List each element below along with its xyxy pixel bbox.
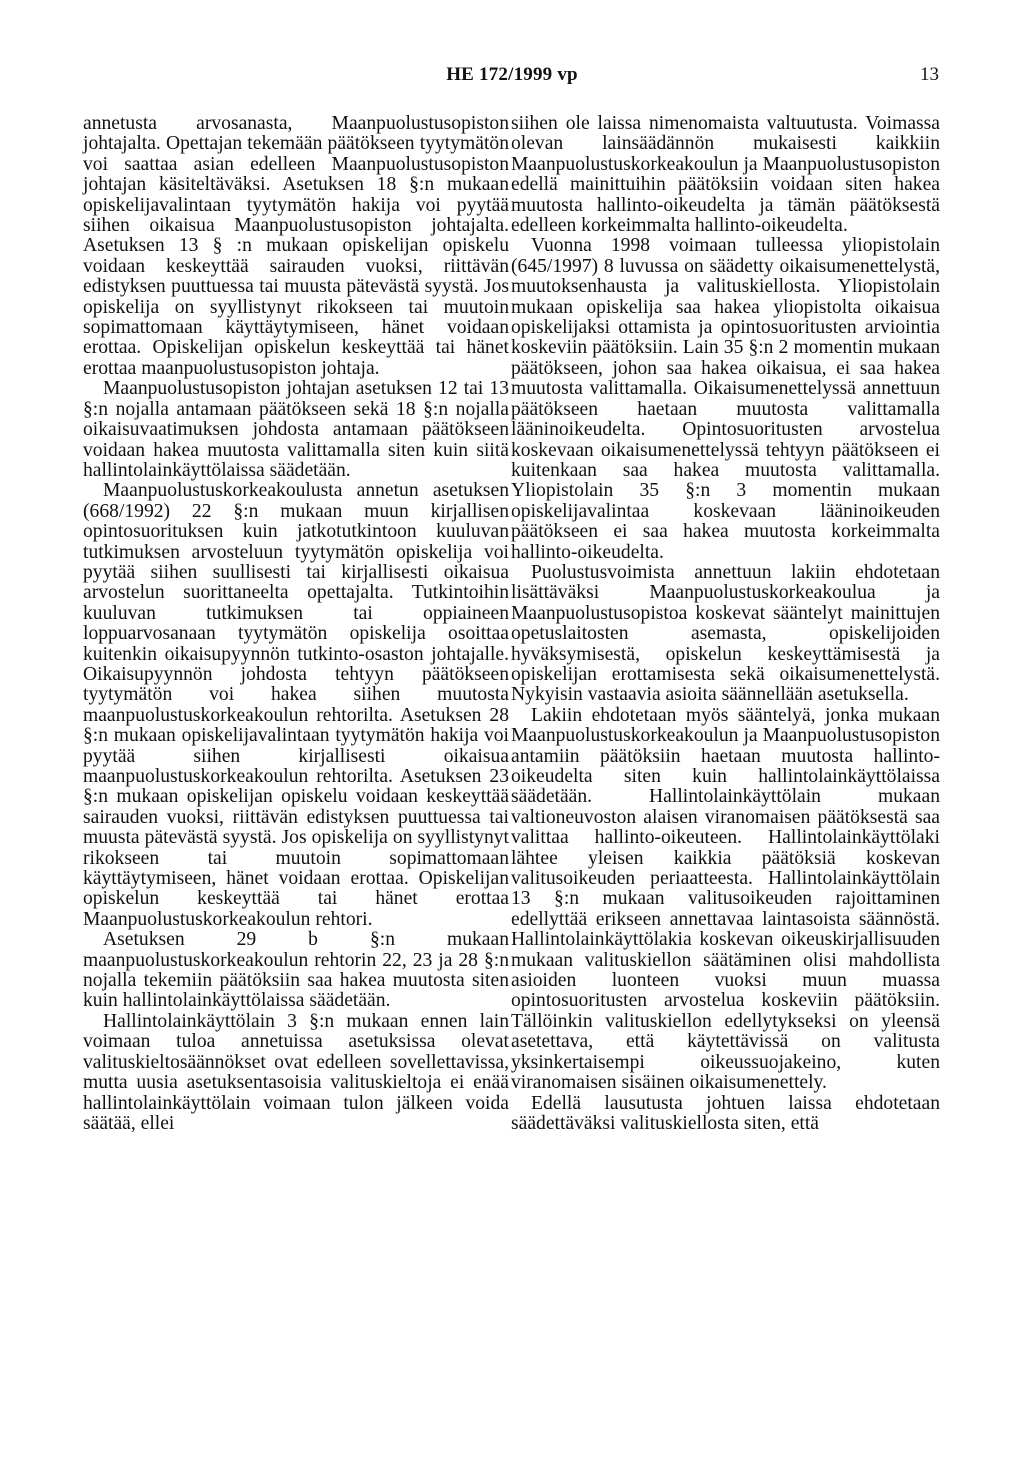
page-number: 13 [920, 64, 939, 85]
paragraph: Edellä lausutusta johtuen laissa ehdotetaan säädettäväksi valituskiellosta siten, että [511, 1092, 940, 1134]
paragraph: Vuonna 1998 voimaan tulleessa yliopistolain (645/1997) 8 luvussa on säädetty oikaisumenettelystä, muutoksenhausta ja valituskiellosta. Yliopistolain mukaan opiskelija saa hakea yliopistolta oikaisua opiskelijaksi ottamista ja opintosuoritusten arviointia koskeviin päätöksiin. Lain 35 §:n 2 momentin mukaan päätökseen, johon saa hakea oikaisua, ei saa hakea muutosta valittamalla. Oikaisumenettelyssä annettuun päätökseen haetaan muutosta valittamalla lääninoikeudelta. Opintosuoritusten arvostelua koskevaan oikaisumenettelyssä tehtyyn päätökseen ei kuitenkaan saa hakea muutosta valittamalla. Yliopistolain 35 §:n 3 momentin mukaan opiskelijavalintaa koskevaan lääninoikeuden päätökseen ei saa hakea muutosta korkeimmalta hallinto-oikeudelta. [511, 235, 940, 563]
paragraph: Hallintolainkäyttölain 3 §:n mukaan ennen lain voimaan tuloa annetuissa asetuksissa olevat valituskieltosäännökset ovat edelleen sovellettavissa, mutta uusia asetuksentasoisia valituskieltoja ei enää hallintolainkäyttölain voimaan tulon jälkeen voida säätää, ellei [83, 1010, 509, 1134]
page-header [0, 64, 1024, 94]
running-head: HE 172/1999 vp [446, 64, 578, 85]
left-column [83, 114, 509, 1134]
paragraph: siihen ole laissa nimenomaista valtuutusta. Voimassa olevan lainsäädännön mukaisesti kaikkiin Maanpuolustuskorkeakoulun ja Maanpuolustusopiston edellä mainittuihin päätöksiin voidaan siten hakea muutosta hallinto-oikeudelta ja tämän päätöksestä edelleen korkeimmalta hallinto-oikeudelta. [511, 113, 940, 237]
paragraph: Puolustusvoimista annettuun lakiin ehdotetaan lisättäväksi Maanpuolustuskorkeakoulua ja Maanpuolustusopistoa koskevat sääntelyt mainittujen opetuslaitosten asemasta, opiskelijoiden hyväksymisestä, opiskelun keskeyttämisestä ja opiskelijan erottamisesta sekä oikaisumenettelystä. Nykyisin vastaavia asioita säännellään asetuksella. [511, 561, 940, 706]
paragraph: Maanpuolustuskorkeakoulusta annetun asetuksen (668/1992) 22 §:n mukaan muun kirjallisen opintosuorituksen kuin jatkotutkintoon kuuluvan tutkimuksen arvosteluun tyytymätön opiskelija voi pyytää siihen suullisesti tai kirjallisesti oikaisua arvostelun suorittaneelta opettajalta. Tutkintoihin kuuluvan tutkimuksen tai oppiaineen loppuarvosanaan tyytymätön opiskelija osoittaa kuitenkin oikaisupyynnön tutkinto-osaston johtajalle. Oikaisupyynnön johdosta tehtyyn päätökseen tyytymätön voi hakea siihen muutosta maanpuolustuskorkeakoulun rehtorilta. Asetuksen 28 §:n mukaan opiskelijavalintaan tyytymätön hakija voi pyytää siihen kirjallisesti oikaisua maanpuolustuskorkeakoulun rehtorilta. Asetuksen 23 §:n mukaan opiskelijan opiskelu voidaan keskeyttää sairauden vuoksi, riittävän edistyksen puuttuessa tai muusta pätevästä syystä. Jos opiskelija on syyllistynyt rikokseen tai muutoin sopimattomaan käyttäytymiseen, hänet voidaan erottaa. Opiskelijan opiskelun keskeyttää tai hänet erottaa Maanpuolustuskorkeakoulun rehtori. [83, 480, 509, 930]
paragraph: Asetuksen 29 b §:n mukaan maanpuolustuskorkeakoulun rehtorin 22, 23 ja 28 §:n nojalla tekemiin päätöksiin saa hakea muutosta siten kuin hallintolainkäyttölaissa säädetään. [83, 929, 509, 1012]
paragraph: Lakiin ehdotetaan myös sääntelyä, jonka mukaan Maanpuolustuskorkeakoulun ja Maanpuolustusopiston antamiin päätöksiin haetaan muutosta hallinto-oikeudelta siten kuin hallintolainkäyttölaissa säädetään. Hallintolainkäyttölain mukaan valtioneuvoston alaisen viranomaisen päätöksestä saa valittaa hallinto-oikeuteen. Hallintolainkäyttölaki lähtee yleisen kaikkia päätöksiä koskevan valitusoikeuden periaatteesta. Hallintolainkäyttölain 13 §:n mukaan valitusoikeuden rajoittaminen edellyttää erikseen annettavaa laintasoista säännöstä. Hallintolainkäyttölakia koskevan oikeuskirjallisuuden mukaan valituskiellon säätäminen olisi mahdollista asioiden luonteen vuoksi muun muassa opintosuoritusten arvostelua koskeviin päätöksiin. Tällöinkin valituskiellon edellytykseksi on yleensä asetettava, että käytettävissä on valitusta yksinkertaisempi oikeussuojakeino, kuten viranomaisen sisäinen oikaisumenettely. [511, 704, 940, 1094]
paragraph: Maanpuolustusopiston johtajan asetuksen 12 tai 13 §:n nojalla antamaan päätökseen sekä 18 §:n nojalla oikaisuvaatimuksen johdosta antamaan päätökseen voidaan hakea muutosta valittamalla siten kuin siitä hallintolainkäyttölaissa säädetään. [83, 378, 509, 481]
right-column [511, 114, 940, 1134]
paragraph: annetusta arvosanasta, Maanpuolustusopiston johtajalta. Opettajan tekemään päätökseen tyytymätön voi saattaa asian edelleen Maanpuolustusopiston johtajan käsiteltäväksi. Asetuksen 18 §:n mukaan opiskelijavalintaan tyytymätön hakija voi pyytää siihen oikaisua Maanpuolustusopiston johtajalta. Asetuksen 13 § :n mukaan opiskelijan opiskelu voidaan keskeyttää sairauden vuoksi, riittävän edistyksen puuttuessa tai muusta pätevästä syystä. Jos opiskelija on syyllistynyt rikokseen tai muutoin sopimattomaan käyttäytymiseen, hänet voidaan erottaa. Opiskelijan opiskelun keskeyttää tai hänet erottaa maanpuolustusopiston johtaja. [83, 113, 509, 379]
